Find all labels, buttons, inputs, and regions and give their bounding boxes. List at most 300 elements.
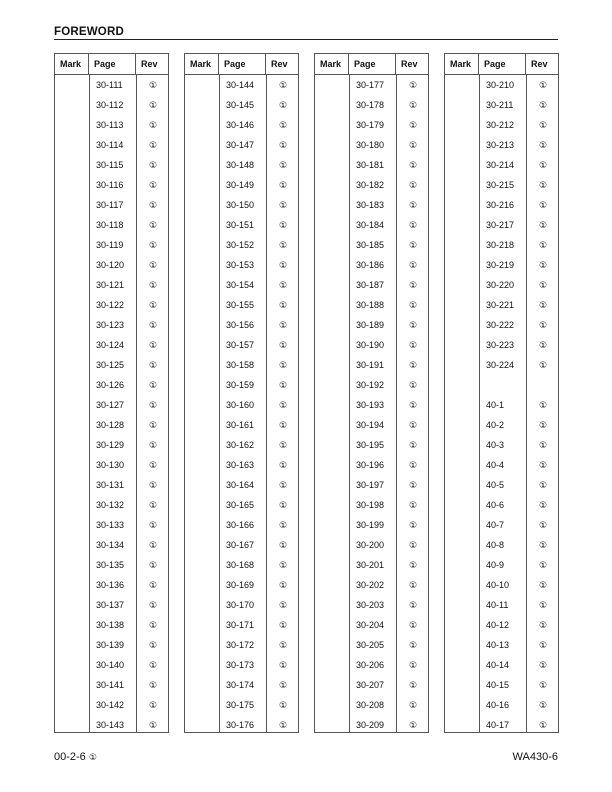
page-cell: 30-206 (356, 660, 385, 670)
page-cell: 30-122 (96, 300, 125, 310)
table-row (445, 535, 558, 555)
page-cell: 30-142 (96, 700, 125, 710)
mark-cell (315, 395, 349, 415)
rev-cell: ① (408, 219, 418, 230)
table-row (185, 395, 298, 415)
mark-cell (55, 395, 89, 415)
table-row (445, 555, 558, 575)
mark-cell (445, 95, 479, 115)
page-cell: 30-179 (356, 120, 385, 130)
table-row (445, 395, 558, 415)
rev-cell: ① (538, 719, 548, 730)
table-row (55, 655, 168, 675)
page-cell: 40-17 (486, 720, 510, 730)
rev-cell: ① (148, 679, 158, 690)
page-cell: 40-16 (486, 700, 510, 710)
rev-cell: ① (538, 699, 548, 710)
table-header (185, 54, 298, 75)
table-row (315, 135, 428, 155)
page-cell: 30-182 (356, 180, 385, 190)
table-row (55, 495, 168, 515)
mark-cell (445, 295, 479, 315)
table-body (55, 75, 168, 735)
rev-cell: ① (148, 239, 158, 250)
mark-cell (55, 595, 89, 615)
page-cell: 30-173 (226, 660, 255, 670)
rev-cell: ① (408, 159, 418, 170)
table-row (185, 415, 298, 435)
rev-cell: ① (538, 499, 548, 510)
page-cell: 30-124 (96, 340, 125, 350)
mark-cell (445, 355, 479, 375)
rev-cell: ① (408, 599, 418, 610)
rev-cell: ① (278, 339, 288, 350)
rev-cell: ① (278, 159, 288, 170)
table-row (315, 635, 428, 655)
mark-cell (445, 115, 479, 135)
page-cell: 30-149 (226, 180, 255, 190)
page-cell: 30-176 (226, 720, 255, 730)
mark-cell (55, 535, 89, 555)
rev-cell: ① (408, 299, 418, 310)
rev-cell: ① (278, 619, 288, 630)
table-row (55, 395, 168, 415)
table-row (445, 315, 558, 335)
footer-page-code: 00-2-6 (54, 751, 86, 763)
mark-cell (185, 535, 219, 555)
rev-cell: ① (408, 179, 418, 190)
rev-cell: ① (538, 539, 548, 550)
table-row (315, 435, 428, 455)
mark-cell (185, 115, 219, 135)
page-cell: 30-155 (226, 300, 255, 310)
rev-cell: ① (278, 99, 288, 110)
rev-cell: ① (538, 319, 548, 330)
page-cell: 30-219 (486, 260, 515, 270)
rev-cell: ① (538, 159, 548, 170)
page-cell: 30-207 (356, 680, 385, 690)
mark-cell (185, 175, 219, 195)
table-row (185, 175, 298, 195)
mark-cell (315, 255, 349, 275)
mark-header: Mark (55, 54, 89, 74)
table-row (55, 615, 168, 635)
rev-cell: ① (278, 499, 288, 510)
mark-cell (185, 675, 219, 695)
rev-cell: ① (278, 139, 288, 150)
page-cell: 30-156 (226, 320, 255, 330)
rev-cell: ① (538, 459, 548, 470)
table-row (315, 475, 428, 495)
rev-cell: ① (148, 719, 158, 730)
mark-cell (185, 335, 219, 355)
mark-cell (445, 555, 479, 575)
mark-cell (315, 655, 349, 675)
rev-cell: ① (538, 399, 548, 410)
rev-cell: ① (148, 319, 158, 330)
rev-cell: ① (148, 619, 158, 630)
rev-cell: ① (538, 359, 548, 370)
rev-cell: ① (408, 139, 418, 150)
title-underline (54, 39, 558, 40)
rev-cell: ① (538, 599, 548, 610)
rev-cell: ① (148, 479, 158, 490)
rev-cell: ① (278, 719, 288, 730)
page-cell: 30-196 (356, 460, 385, 470)
table-row (315, 375, 428, 395)
mark-cell (185, 555, 219, 575)
page-cell: 30-165 (226, 500, 255, 510)
rev-cell: ① (408, 619, 418, 630)
page-cell: 30-126 (96, 380, 125, 390)
table-row (55, 195, 168, 215)
table-row (445, 475, 558, 495)
page-cell: 30-140 (96, 660, 125, 670)
page-cell: 30-132 (96, 500, 125, 510)
page-cell: 30-211 (486, 100, 514, 110)
rev-cell: ① (148, 139, 158, 150)
mark-cell (185, 75, 219, 95)
mark-cell (185, 655, 219, 675)
table-row (55, 635, 168, 655)
table-row (315, 455, 428, 475)
table-row (445, 615, 558, 635)
page-cell: 30-193 (356, 400, 385, 410)
mark-cell (315, 155, 349, 175)
rev-cell: ① (148, 519, 158, 530)
table-row (315, 215, 428, 235)
page-cell: 30-137 (96, 600, 125, 610)
mark-cell (445, 615, 479, 635)
mark-cell (315, 215, 349, 235)
table-row (55, 435, 168, 455)
rev-cell: ① (538, 279, 548, 290)
mark-cell (55, 315, 89, 335)
mark-cell (445, 715, 479, 735)
table-row (315, 555, 428, 575)
table-row (315, 315, 428, 335)
rev-cell: ① (408, 639, 418, 650)
page-cell: 30-139 (96, 640, 125, 650)
page-cell: 30-116 (96, 180, 124, 190)
mark-cell (55, 215, 89, 235)
page-cell: 30-172 (226, 640, 255, 650)
page-cell: 40-9 (486, 560, 505, 570)
page-cell: 40-3 (486, 440, 505, 450)
mark-cell (55, 575, 89, 595)
rev-cell: ① (278, 659, 288, 670)
table-row (55, 155, 168, 175)
page-header: Page (219, 54, 266, 74)
table-row (315, 175, 428, 195)
mark-cell (185, 435, 219, 455)
table-row (55, 335, 168, 355)
page-cell: 40-4 (486, 460, 505, 470)
page-cell: 30-199 (356, 520, 385, 530)
table-row (445, 155, 558, 175)
mark-cell (185, 695, 219, 715)
table-row (55, 695, 168, 715)
table-row (445, 415, 558, 435)
table-row (185, 75, 298, 95)
mark-cell (55, 115, 89, 135)
page-cell: 30-113 (96, 120, 124, 130)
page-cell: 30-204 (356, 620, 385, 630)
rev-cell: ① (408, 259, 418, 270)
mark-cell (445, 255, 479, 275)
mark-cell (185, 195, 219, 215)
table-row (55, 255, 168, 275)
page-cell: 30-174 (226, 680, 255, 690)
rev-cell: ① (408, 659, 418, 670)
page-cell: 30-169 (226, 580, 255, 590)
mark-cell (445, 335, 479, 355)
page-cell: 30-212 (486, 120, 515, 130)
table-row (315, 615, 428, 635)
page-cell: 30-117 (96, 200, 124, 210)
rev-cell: ① (278, 79, 288, 90)
page-cell: 30-134 (96, 540, 125, 550)
page-cell: 30-218 (486, 240, 515, 250)
rev-cell: ① (408, 99, 418, 110)
table-row (185, 355, 298, 375)
mark-cell (55, 335, 89, 355)
page-cell: 30-133 (96, 520, 125, 530)
page-cell: 30-128 (96, 420, 125, 430)
table-row (315, 335, 428, 355)
page-cell: 30-170 (226, 600, 255, 610)
mark-cell (315, 195, 349, 215)
mark-cell (55, 135, 89, 155)
mark-cell (55, 95, 89, 115)
page-cell: 30-186 (356, 260, 385, 270)
revision-table-2 (184, 53, 299, 733)
mark-cell (445, 175, 479, 195)
page-cell: 30-194 (356, 420, 385, 430)
mark-cell (55, 675, 89, 695)
table-row (445, 215, 558, 235)
table-row (315, 595, 428, 615)
table-row (185, 595, 298, 615)
table-row (185, 635, 298, 655)
table-header (315, 54, 428, 75)
mark-cell (55, 75, 89, 95)
table-row (445, 695, 558, 715)
mark-cell (445, 675, 479, 695)
rev-cell: ① (148, 559, 158, 570)
rev-cell: ① (408, 699, 418, 710)
mark-cell (315, 615, 349, 635)
rev-cell: ① (408, 579, 418, 590)
table-row (315, 415, 428, 435)
rev-cell: ① (278, 279, 288, 290)
rev-cell: ① (148, 99, 158, 110)
page-cell: 30-135 (96, 560, 125, 570)
table-row (185, 695, 298, 715)
mark-cell (185, 155, 219, 175)
table-row (445, 355, 558, 375)
table-row (445, 255, 558, 275)
mark-cell (445, 75, 479, 95)
table-row (315, 355, 428, 375)
rev-cell: ① (278, 259, 288, 270)
table-row (445, 495, 558, 515)
page-cell: 30-215 (486, 180, 515, 190)
rev-cell: ① (148, 279, 158, 290)
page-cell: 30-195 (356, 440, 385, 450)
table-row (315, 235, 428, 255)
mark-cell (55, 475, 89, 495)
table-row (315, 655, 428, 675)
mark-cell (445, 575, 479, 595)
mark-cell (185, 495, 219, 515)
table-row (445, 635, 558, 655)
mark-cell (315, 435, 349, 455)
page-cell: 30-168 (226, 560, 255, 570)
table-row (445, 595, 558, 615)
page-cell: 30-147 (226, 140, 255, 150)
table-row (185, 475, 298, 495)
table-row (315, 495, 428, 515)
rev-cell: ① (538, 659, 548, 670)
page-cell: 40-8 (486, 540, 505, 550)
rev-cell: ① (278, 119, 288, 130)
table-row (55, 715, 168, 735)
table-row (185, 235, 298, 255)
mark-cell (315, 175, 349, 195)
mark-cell (55, 715, 89, 735)
mark-cell (445, 155, 479, 175)
page-cell: 30-118 (96, 220, 124, 230)
table-row (315, 695, 428, 715)
rev-cell: ① (148, 79, 158, 90)
table-row (315, 575, 428, 595)
page-cell: 40-7 (486, 520, 505, 530)
table-row (185, 335, 298, 355)
mark-cell (55, 615, 89, 635)
rev-cell: ① (278, 359, 288, 370)
page-cell: 30-125 (96, 360, 125, 370)
page-cell: 30-180 (356, 140, 385, 150)
rev-cell: ① (538, 339, 548, 350)
table-row (315, 535, 428, 555)
table-row (55, 235, 168, 255)
page-cell: 30-131 (96, 480, 125, 490)
table-row (55, 355, 168, 375)
mark-cell (315, 375, 349, 395)
mark-cell (55, 515, 89, 535)
rev-cell: ① (148, 179, 158, 190)
mark-cell (445, 595, 479, 615)
table-row (55, 415, 168, 435)
page-cell: 30-205 (356, 640, 385, 650)
mark-cell (315, 335, 349, 355)
page-cell: 30-111 (96, 80, 123, 90)
mark-cell (315, 495, 349, 515)
mark-cell (55, 355, 89, 375)
page-cell: 30-119 (96, 240, 124, 250)
table-row (55, 275, 168, 295)
rev-cell: ① (148, 439, 158, 450)
rev-cell: ① (538, 99, 548, 110)
rev-cell: ① (278, 219, 288, 230)
table-row (315, 395, 428, 415)
rev-cell: ① (148, 299, 158, 310)
table-row (185, 675, 298, 695)
page-cell: 30-144 (226, 80, 255, 90)
page-cell: 40-5 (486, 480, 505, 490)
table-row (185, 115, 298, 135)
mark-cell (445, 415, 479, 435)
mark-cell (185, 595, 219, 615)
table-row (445, 575, 558, 595)
mark-cell (315, 115, 349, 135)
mark-cell (185, 215, 219, 235)
table-row (185, 375, 298, 395)
page-cell: 30-213 (486, 140, 515, 150)
mark-cell (55, 275, 89, 295)
table-row (315, 115, 428, 135)
table-row (445, 135, 558, 155)
mark-cell (315, 635, 349, 655)
rev-cell (526, 375, 558, 395)
page-cell: 30-129 (96, 440, 125, 450)
rev-cell: ① (538, 219, 548, 230)
mark-cell (185, 515, 219, 535)
table-row (185, 155, 298, 175)
mark-cell (315, 275, 349, 295)
mark-header: Mark (185, 54, 219, 74)
page-cell: 30-171 (226, 620, 255, 630)
rev-cell: ① (538, 239, 548, 250)
rev-cell: ① (408, 559, 418, 570)
rev-header: Rev (531, 59, 548, 69)
table-row (185, 555, 298, 575)
page-cell: 30-216 (486, 200, 515, 210)
rev-cell: ① (408, 379, 418, 390)
table-row (55, 175, 168, 195)
rev-cell: ① (278, 519, 288, 530)
mark-cell (185, 395, 219, 415)
mark-cell (445, 195, 479, 215)
mark-cell (55, 155, 89, 175)
mark-cell (315, 455, 349, 475)
mark-cell (55, 195, 89, 215)
mark-cell (445, 395, 479, 415)
rev-cell: ① (278, 599, 288, 610)
rev-cell: ① (148, 119, 158, 130)
page-cell: 30-115 (96, 160, 124, 170)
page-cell: 30-141 (96, 680, 125, 690)
rev-cell: ① (148, 359, 158, 370)
rev-cell: ① (538, 79, 548, 90)
rev-cell: ① (278, 439, 288, 450)
rev-cell: ① (538, 199, 548, 210)
rev-cell: ① (278, 699, 288, 710)
table-row (315, 275, 428, 295)
page-cell: 30-130 (96, 460, 125, 470)
table-row (55, 115, 168, 135)
mark-cell (445, 695, 479, 715)
rev-cell: ① (408, 459, 418, 470)
rev-cell: ① (278, 459, 288, 470)
page-cell: 30-178 (356, 100, 385, 110)
rev-cell: ① (538, 139, 548, 150)
table-row (55, 215, 168, 235)
mark-cell (445, 375, 479, 395)
table-row (315, 295, 428, 315)
rev-cell: ① (148, 459, 158, 470)
